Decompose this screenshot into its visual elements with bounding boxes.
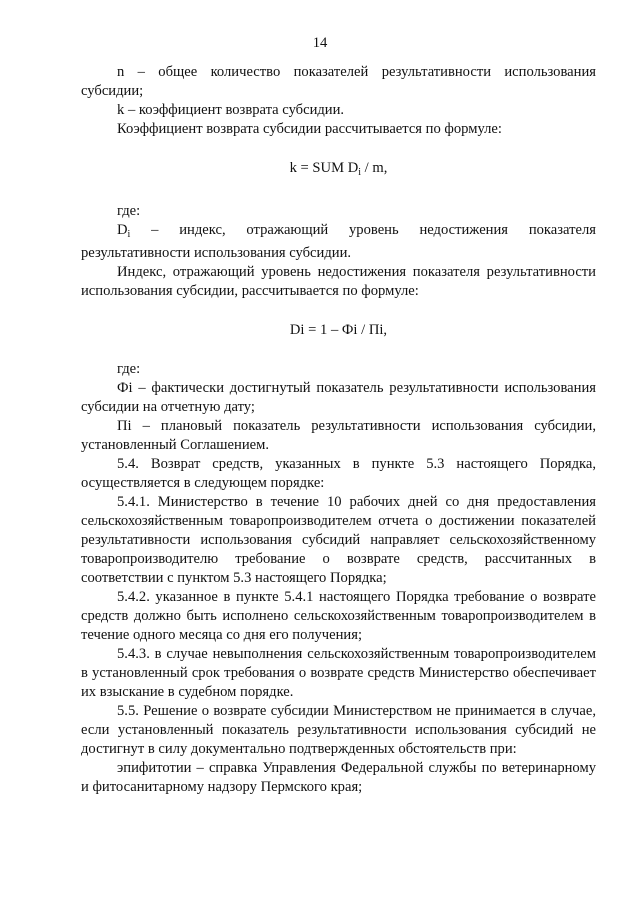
paragraph: Пi – плановый показатель результативности использования субсидии, установленный Соглашением. — [81, 418, 596, 453]
paragraph: 5.4.2. указанное в пункте 5.4.1 настоящего Порядка требование о возврате средств должно быть исполнено сельскохозяйственным товаропроизводителем в течение одного месяца со дня его получения; — [81, 589, 596, 643]
paragraph: n – общее количество показателей результативности использования субсидии; — [81, 64, 596, 99]
paragraph: где: — [117, 203, 141, 219]
paragraph: $D_i$ – индекс, отражающий уровень недостижения показателя результативности использования субсидии. — [81, 222, 596, 261]
paragraph: 5.4. Возврат средств, указанных в пункте 5.3 настоящего Порядка, осуществляется в следующем порядке: — [81, 456, 596, 491]
document-body — [81, 63, 596, 797]
d-symbol: $D_i$ — [117, 222, 131, 240]
paragraph: 5.4.1. Министерство в течение 10 рабочих дней со дня предоставления сельскохозяйственным товаропроизводителем отчета о достижении показателей результативности использования субсидий направляет сельскохозяйственному товаропроизводителю требование о возврате средств, рассчитанных в соответствии с пунктом 5.3 настоящего Порядка; — [81, 494, 596, 586]
paragraph: эпифитотии – справка Управления Федеральной службы по ветеринарному и фитосанитарному надзору Пермского края; — [81, 760, 596, 795]
paragraph: 5.5. Решение о возврате субсидии Министерством не принимается в случае, если установленный показатель результативности использования субсидий не достигнут в силу документально подтвержденных обстоятельств при: — [81, 703, 596, 757]
formula-di: Di = 1 – Фi / Пi, — [289, 322, 388, 338]
paragraph: где: — [117, 361, 141, 377]
paragraph: Коэффициент возврата субсидии рассчитывается по формуле: — [117, 121, 502, 137]
paragraph: 5.4.3. в случае невыполнения сельскохозяйственным товаропроизводителем в установленный срок требования о возврате средств Министерство обеспечивает их взыскание в судебном порядке. — [81, 646, 596, 700]
page-number: 14 — [312, 35, 328, 51]
paragraph: Индекс, отражающий уровень недостижения показателя результативности использования субсидии, рассчитывается по формуле: — [81, 264, 596, 299]
paragraph: k – коэффициент возврата субсидии. — [117, 102, 345, 118]
formula-k: k = SUM $D_i$ / m, — [289, 160, 388, 178]
paragraph: Фi – фактически достигнутый показатель результативности использования субсидии на отчетную дату; — [81, 380, 596, 415]
